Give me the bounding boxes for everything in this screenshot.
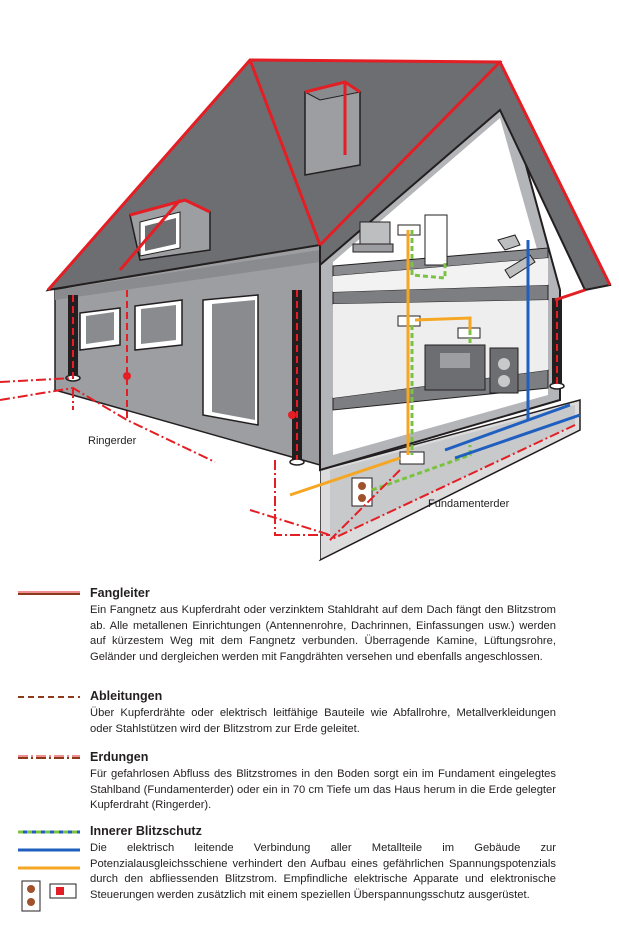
legend-innerer-blitzschutz [0,824,619,919]
legend-title: Fangleiter [90,586,150,600]
legend-ableitungen [0,689,619,739]
legend-text: Die elektrisch leitende Verbindung aller Metallteile im Gebäude zur Potenzialausgleichsschiene verhindert den Aufbau eines gefährlichen Spannungspotenzials durch den abfliessenden Blitzstrom. Empfindliche elektrische Apparate und elektronische Steuerungen werden zusätzlich mit einem speziellen Überspannungsschutz ausgerüstet. [90,842,556,902]
test-joint-left [123,372,131,380]
test-joint-middle [288,411,296,419]
erdungen-dashdot-icon [18,752,80,764]
legend-erdungen [0,750,619,815]
legend-title: Innerer Blitzschutz [90,824,202,838]
legend-title: Erdungen [90,750,149,764]
fangleiter-line-icon [18,588,80,600]
legend-title: Ableitungen [90,689,163,703]
inner-protection-lines-icon [18,826,80,921]
label-ringerder: Ringerder [88,435,137,447]
ableitungen-dashed-icon [18,691,80,703]
legend-text: Für gefahrlosen Abfluss des Blitzstromes in den Boden sorgt ein im Fundament eingelegtes Stahlband (Fundamenterder) oder ein in 70 cm Tiefe um das Haus herum in die Erde gelegter Kupferdraht (Ringerder). [90,768,556,812]
legend-text: Über Kupferdrähte oder elektrisch leitfähige Bauteile wie Abfallrohre, Metallverkleidungen oder Stahlstützen wird der Blitzstrom zur Erde geleitet. [90,707,556,735]
legend-text: Ein Fangnetz aus Kupferdraht oder verzinktem Stahldraht auf dem Dach fängt den Blitzstrom ab. Alle metallenen Einrichtungen (Antennenrohre, Dachrinnen, Einfassungen usw.) werden auf kürzestem Weg mit dem Fangnetz verbunden. Überragende Kamine, Lüftungsrohre, Geländer und dergleichen werden mit Fangdrähten versehen und ebenfalls angeschlossen. [90,604,556,664]
legend-fangleiter [0,586,619,676]
label-fundamenterder: Fundamenterder [428,498,510,510]
